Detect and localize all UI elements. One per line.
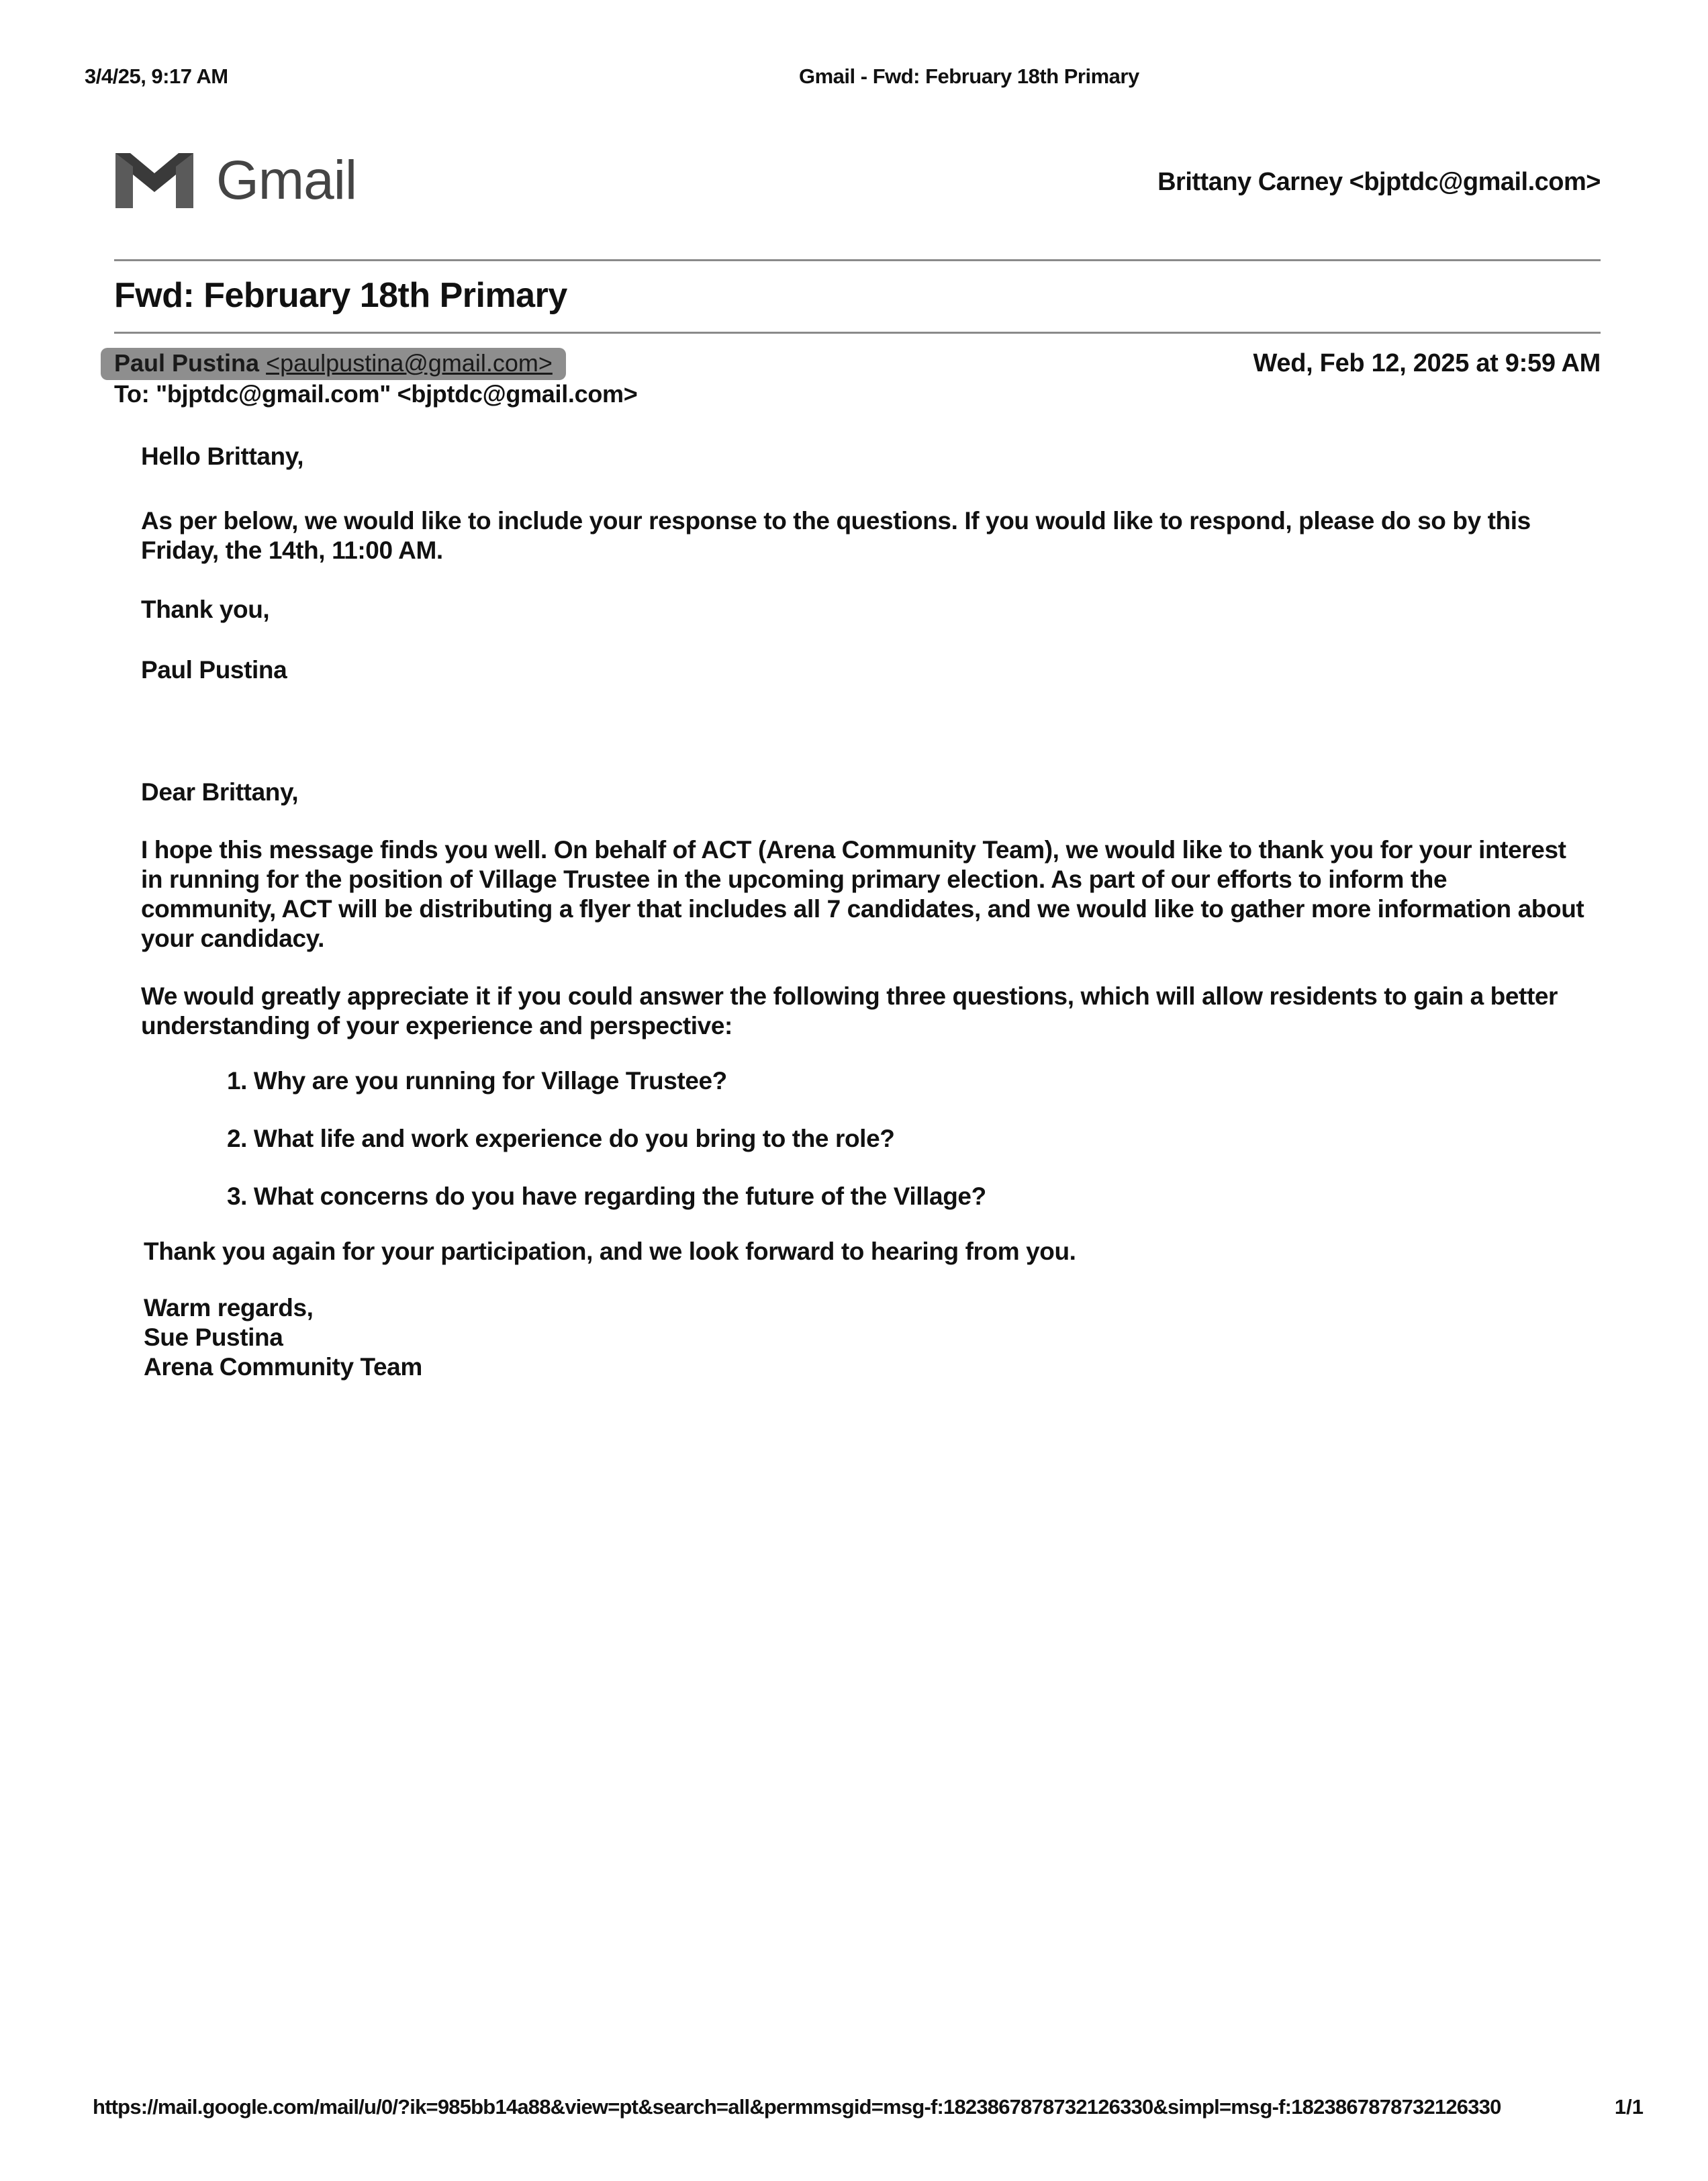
print-date: 3/4/25, 9:17 AM: [85, 64, 228, 88]
sent-date: Wed, Feb 12, 2025 at 9:59 AM: [1253, 349, 1601, 377]
sender-name: Paul Pustina: [114, 349, 260, 377]
sender: [101, 348, 566, 380]
forwarded-salutation: Dear Brittany,: [141, 778, 299, 806]
forwarded-paragraph-2: We would greatly appreciate it if you could answer the following three questions, which will allow residents to gain a better understanding of your experience and perspective:: [141, 982, 1558, 1039]
gmail-m-icon[interactable]: [113, 146, 196, 211]
forwarded-signature: [144, 1293, 422, 1382]
subject-divider: [114, 332, 1601, 334]
thanks-line: Thank you,: [141, 596, 270, 623]
intro-paragraph: As per below, we would like to include your response to the questions. If you would like to respond, please do so by this Friday, the 14th, 11:00 AM.: [141, 507, 1531, 564]
sender-email[interactable]: <paulpustina@gmail.com>: [266, 349, 553, 377]
email-subject: Fwd: February 18th Primary: [114, 276, 567, 315]
sender-signature: Paul Pustina: [141, 656, 287, 684]
gmail-wordmark[interactable]: Gmail: [216, 150, 357, 211]
forwarded-paragraph-1: I hope this message finds you well. On behalf of ACT (Arena Community Team), we would like to thank you for your interest in running for the position of Village Trustee in the upcoming primary election. As part of our efforts to inform the community, ACT will be distributing a flyer that includes all 7 candidates, and we would like to gather more information about your candidacy.: [141, 836, 1584, 952]
greeting: Hello Brittany,: [141, 443, 304, 470]
valediction: Warm regards,: [144, 1294, 314, 1321]
header-divider: [114, 259, 1601, 261]
question-item: 1. Why are you running for Village Trustee?: [227, 1067, 727, 1095]
closing-paragraph: Thank you again for your participation, and we look forward to hearing from you.: [144, 1238, 1076, 1265]
page-number: 1/1: [1614, 2095, 1644, 2119]
print-title: Gmail - Fwd: February 18th Primary: [799, 64, 1139, 88]
footer-url: https://mail.google.com/mail/u/0/?ik=985bb14a88&view=pt&search=all&permmsgid=msg-f:1823867878732126330&simpl=msg-f:1823867878732126330: [93, 2095, 1501, 2119]
signature-name: Sue Pustina: [144, 1324, 283, 1351]
account-owner: Brittany Carney <bjptdc@gmail.com>: [1157, 168, 1601, 196]
recipient-line: To: "bjptdc@gmail.com" <bjptdc@gmail.com>: [114, 380, 638, 408]
question-item: 3. What concerns do you have regarding the future of the Village?: [227, 1182, 986, 1210]
question-item: 2. What life and work experience do you bring to the role?: [227, 1125, 895, 1152]
signature-org: Arena Community Team: [144, 1353, 422, 1381]
